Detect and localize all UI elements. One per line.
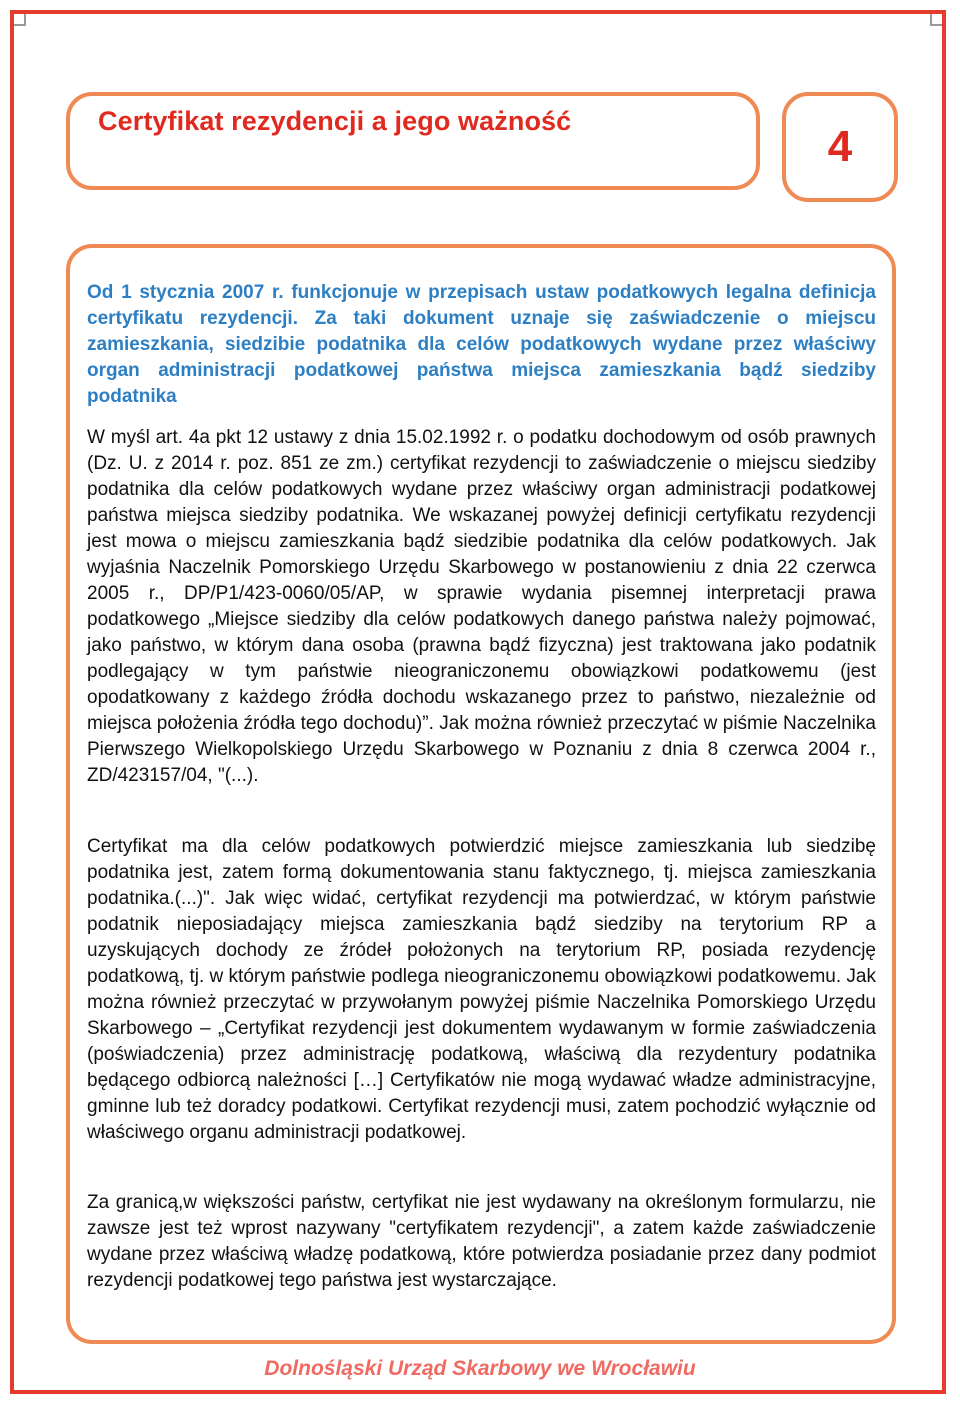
body-paragraph-3: Za granicą,w większości państw, certyfikat nie jest wydawany na określonym formularzu, nie zawsze jest też wprost nazywany "certyfikatem rezydencji", a zatem każde zaświadczenie wydane przez właściwą władzę podatkową, które potwierdza posiadanie przez dany podmiot rezydencji podatkowej tego państwa jest wystarczające. bbox=[87, 1192, 876, 1291]
chapter-number-box bbox=[782, 92, 898, 202]
page-title: Certyfikat rezydencji a jego ważność bbox=[98, 106, 572, 136]
crop-mark-top-right bbox=[930, 14, 942, 26]
intro-paragraph: Od 1 stycznia 2007 r. funkcjonuje w przepisach ustaw podatkowych legalna definicja certyfikatu rezydencji. Za taki dokument uznaje się zaświadczenie o miejscu zamieszkania, siedzibie podatnika dla celów podatkowych wydane przez właściwy organ administracji podatkowej państwa miejsca zamieszkania bądź siedziby podatnika bbox=[87, 282, 876, 407]
body-paragraph-2: Certyfikat ma dla celów podatkowych potwierdzić miejsce zamieszkania lub siedzibę podatnika jest, zatem formą dokumentowania stanu faktycznego, tj. miejsca zamieszkania podatnika.(...)". Jak więc widać, certyfikat rezydencji ma potwierdzać, w którym państwie podatnik nieposiadający miejsca zamieszkania bądź siedziby na terytorium RP a uzyskujących dochody ze źródeł położonych na terytorium RP, posiada rezydencję podatkową, tj. w którym państwie podlega nieograniczonemu obowiązkowi podatkowemu. Jak można również przeczytać w przywołanym powyżej piśmie Naczelnika Pomorskiego Urzędu Skarbowego – „Certyfikat rezydencji jest dokumentem wydawanym w formie zaświadczenia (poświadczenia) przez administrację podatkową, właściwą dla rezydentury podatnika będącego odbiorcą należności […] Certyfikatów nie mogą wydawać władze administracyjne, gminne lub też doradcy podatkowi. Certyfikat rezydencji musi, zatem pochodzić wyłącznie od właściwego organu administracji podatkowej. bbox=[87, 836, 876, 1143]
crop-mark-top-left bbox=[14, 14, 26, 26]
footer-office-name: Dolnośląski Urząd Skarbowy we Wrocławiu bbox=[264, 1357, 696, 1380]
chapter-number: 4 bbox=[827, 122, 853, 171]
body-paragraph-1: W myśl art. 4a pkt 12 ustawy z dnia 15.02.1992 r. o podatku dochodowym od osób prawnych (Dz. U. z 2014 r. poz. 851 ze zm.) certyfikat rezydencji to zaświadczenie o miejscu siedziby podatnika dla celów podatkowych wydane przez właściwy organ administracji podatkowej państwa miejsca siedziby podatnika. We wskazanej powyżej definicji certyfikatu rezydencji jest mowa o miejscu zamieszkania bądź siedzibie podatnika dla celów podatkowych. Jak wyjaśnia Naczelnik Pomorskiego Urzędu Skarbowego w postanowieniu z dnia 22 czerwca 2005 r., DP/P1/423-0060/05/AP, w sprawie wydania pisemnej interpretacji prawa podatkowego „Miejsce siedziby dla celów podatkowych danego państwa należy pojmować, jako państwo, w którym dana osoba (prawna bądź fizyczna) jest traktowana jako podatnik podlegający w tym państwie nieograniczonemu obowiązkowi podatkowemu (jest opodatkowany z każdego źródła dochodu wskazanego przez to państwo, niezależnie od miejsca położenia źródła tego dochodu)”. Jak można również przeczytać w piśmie Naczelnika Pierwszego Wielkopolskiego Urzędu Skarbowego w Poznaniu z dnia 8 czerwca 2004 r., ZD/423157/04, "(...). bbox=[87, 427, 876, 786]
